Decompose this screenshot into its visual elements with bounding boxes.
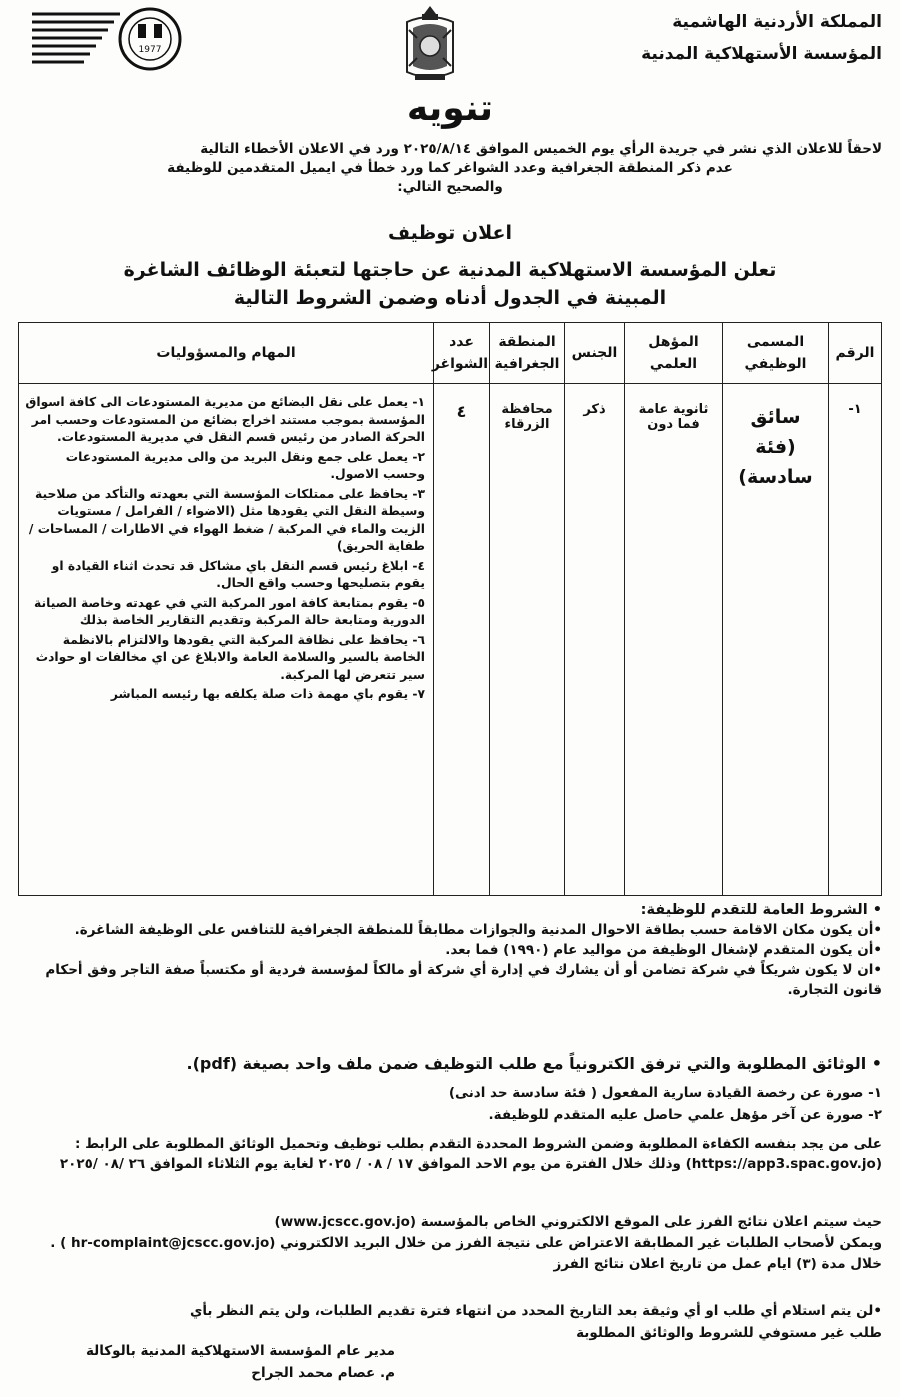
intro-line: والصحيح التالي: bbox=[397, 179, 503, 195]
application-text: على من يجد بنفسه الكفاءة المطلوبة وضمن الشروط المحددة التقدم بطلب توظيف وتحميل الوثائق المطلوبة على الرابط : bbox=[75, 1136, 882, 1152]
application-instructions bbox=[18, 1134, 882, 1174]
header-qualification: المؤهل العلمي bbox=[625, 323, 723, 384]
duty-item: ٥- يقوم بمتابعة كافة امور المركبة التي في عهدته وخاصة الصيانة الدورية ومتابعة حالة المركبة وتقديم التقارير الخاصة بذلك bbox=[34, 595, 425, 627]
table-row bbox=[19, 384, 882, 896]
duty-item: ٧- يقوم باي مهمة ذات صلة يكلفه بها رئيسه المباشر bbox=[110, 687, 425, 701]
organization-header bbox=[641, 6, 882, 70]
header-number: الرقم bbox=[829, 323, 882, 384]
header-duties: المهام والمسؤوليات bbox=[19, 323, 434, 384]
application-link[interactable]: (https://app3.spac.gov.jo) bbox=[685, 1156, 882, 1172]
results-text: حيث سيتم اعلان نتائج الفرز على الموقع الالكتروني الخاص بالمؤسسة bbox=[420, 1214, 882, 1230]
condition-item: •ان لا يكون شريكاً في شركة تضامن أو أن يشارك في إدارة أي شركة أو مالكاً لمؤسسة فردية أو مكتسباً صفة التاجر وفق أحكام قانون التجارة. bbox=[45, 962, 882, 998]
complaint-email-link[interactable]: ( hr-complaint@jcscc.gov.jo) bbox=[60, 1235, 276, 1251]
cell-vacancies: ٤ bbox=[434, 384, 490, 896]
signature-block bbox=[25, 1340, 395, 1384]
announcement-lead bbox=[20, 256, 880, 312]
table-header-row bbox=[19, 323, 882, 384]
cell-job-title bbox=[723, 384, 829, 896]
header-job-title: المسمى الوظيفي bbox=[723, 323, 829, 384]
intro-line: لاحقاً للاعلان الذي نشر في جريدة الرأي يوم الخميس الموافق ٢٠٢٥/٨/١٤ ورد في الاعلان الأخطاء التالية bbox=[200, 141, 882, 157]
header-vacancies: عدد الشواغر bbox=[434, 323, 490, 384]
organization-name: المؤسسة الأستهلاكية المدنية bbox=[641, 44, 882, 64]
duty-item: ٤- ابلاغ رئيس قسم النقل باي مشاكل قد تحدث اثناء القيادة او يقوم بتصليحها وحسب واقع الحال. bbox=[51, 558, 425, 590]
lead-line: المبينة في الجدول أدناه وضمن الشروط التالية bbox=[233, 287, 667, 309]
royal-crest-icon bbox=[395, 2, 465, 84]
objection-period: . خلال مدة (٣) ايام عمل من تاريخ اعلان نتائج الفرز bbox=[50, 1235, 882, 1272]
cell-gender: ذكر bbox=[565, 384, 625, 896]
cell-region: محافظة الزرقاء bbox=[490, 384, 565, 896]
final-note bbox=[18, 1300, 882, 1344]
job-class: (فئة سادسة) bbox=[738, 436, 813, 488]
documents-title: • الوثائق المطلوبة والتي ترفق الكترونياً مع طلب التوظيف ضمن ملف واحد بصيغة (pdf). bbox=[186, 1054, 882, 1073]
final-note-line: طلب غير مستوفي للشروط والوثائق المطلوبة bbox=[576, 1325, 882, 1341]
document-item: ١- صورة عن رخصة القيادة سارية المفعول ( فئة سادسة حد ادنى) bbox=[448, 1085, 882, 1101]
general-conditions bbox=[18, 900, 882, 1000]
job-name: سائق bbox=[750, 406, 801, 428]
website-link[interactable]: (www.jcscc.gov.jo) bbox=[274, 1214, 417, 1230]
documents-list bbox=[18, 1082, 882, 1126]
results-info bbox=[18, 1212, 882, 1275]
duty-item: ٣- يحافظ على ممتلكات المؤسسة التي بعهدته والتأكد من صلاحية وسيطة النقل التي يقودها مثل (الاضواء / الفرامل / مستويات الزيت والماء في المركبة / ضغط الهواء في الاطارات / المساحات / طفاية الحريق) bbox=[28, 486, 425, 553]
signature-name: م. عصام محمد الجراح bbox=[251, 1365, 395, 1381]
kingdom-name: المملكة الأردنية الهاشمية bbox=[672, 12, 882, 32]
duty-item: ٢- يعمل على جمع ونقل البريد من والى مديرية المستودعات وحسب الاصول. bbox=[65, 449, 425, 481]
condition-item: •أن يكون مكان الاقامة حسب بطاقة الاحوال المدنية والجوازات مطابقاً للمنطقة الجغرافية للتنافس على الوظيفة الشاغرة. bbox=[74, 922, 882, 938]
cell-duties bbox=[19, 384, 434, 896]
organization-logo-icon bbox=[30, 6, 185, 72]
condition-item: •أن يكون المتقدم لإشغال الوظيفة من مواليد عام (١٩٩٠) فما بعد. bbox=[445, 942, 882, 958]
duty-item: ١- يعمل على نقل البضائع من مديرية المستودعات الى كافة اسواق المؤسسة بموجب مستند اخراج بضائع من المستودعات وحسب امر الحركة الصادر من رئيس قسم النقل في مديرية المستودعات. bbox=[25, 395, 425, 444]
notice-title: تنويه bbox=[406, 88, 494, 129]
cell-number: ١- bbox=[829, 384, 882, 896]
application-period: وذلك خلال الفترة من يوم الاحد الموافق ١٧ / ٠٨ / ٢٠٢٥ لغاية يوم الثلاثاء الموافق ٢٦ /٠٨ /٢٠٢٥ bbox=[59, 1156, 681, 1172]
intro-line: عدم ذكر المنطقة الجغرافية وعدد الشواغر كما ورد خطأ في ايميل المتقدمين للوظيفة bbox=[167, 160, 733, 176]
header-gender: الجنس bbox=[565, 323, 625, 384]
document-item: ٢- صورة عن آخر مؤهل علمي حاصل عليه المتقدم للوظيفة. bbox=[488, 1107, 882, 1123]
correction-intro bbox=[18, 140, 882, 197]
logo-year: 1977 bbox=[138, 45, 162, 55]
final-note-line: •لن يتم استلام أي طلب او أي وثيقة بعد التاريخ المحدد من انتهاء فترة تقديم الطلبات، ولن يتم النظر بأي bbox=[189, 1303, 882, 1319]
signature-title: مدير عام المؤسسة الاستهلاكية المدنية بالوكالة bbox=[85, 1343, 395, 1359]
vacancies-table bbox=[18, 322, 882, 896]
job-announcement-title: اعلان توظيف bbox=[387, 222, 513, 244]
general-conditions-title: • الشروط العامة للتقدم للوظيفة: bbox=[640, 902, 882, 918]
cell-qualification: ثانوية عامة فما دون bbox=[625, 384, 723, 896]
objection-text: ويمكن لأصحاب الطلبات غير المطابقة الاعتراض على نتيجة الفرز من خلال البريد الالكتروني bbox=[280, 1235, 882, 1251]
header-region: المنطقة الجغرافية bbox=[490, 323, 565, 384]
lead-line: تعلن المؤسسة الاستهلاكية المدنية عن حاجتها لتعبئة الوظائف الشاغرة bbox=[123, 259, 777, 281]
duty-item: ٦- يحافظ على نظافة المركبة التي يقودها والالتزام بالانظمة الخاصة بالسير والسلامة العامة والابلاغ عن اي مخالفات او حوادث سير تتعرض لها المركبة. bbox=[35, 632, 425, 682]
